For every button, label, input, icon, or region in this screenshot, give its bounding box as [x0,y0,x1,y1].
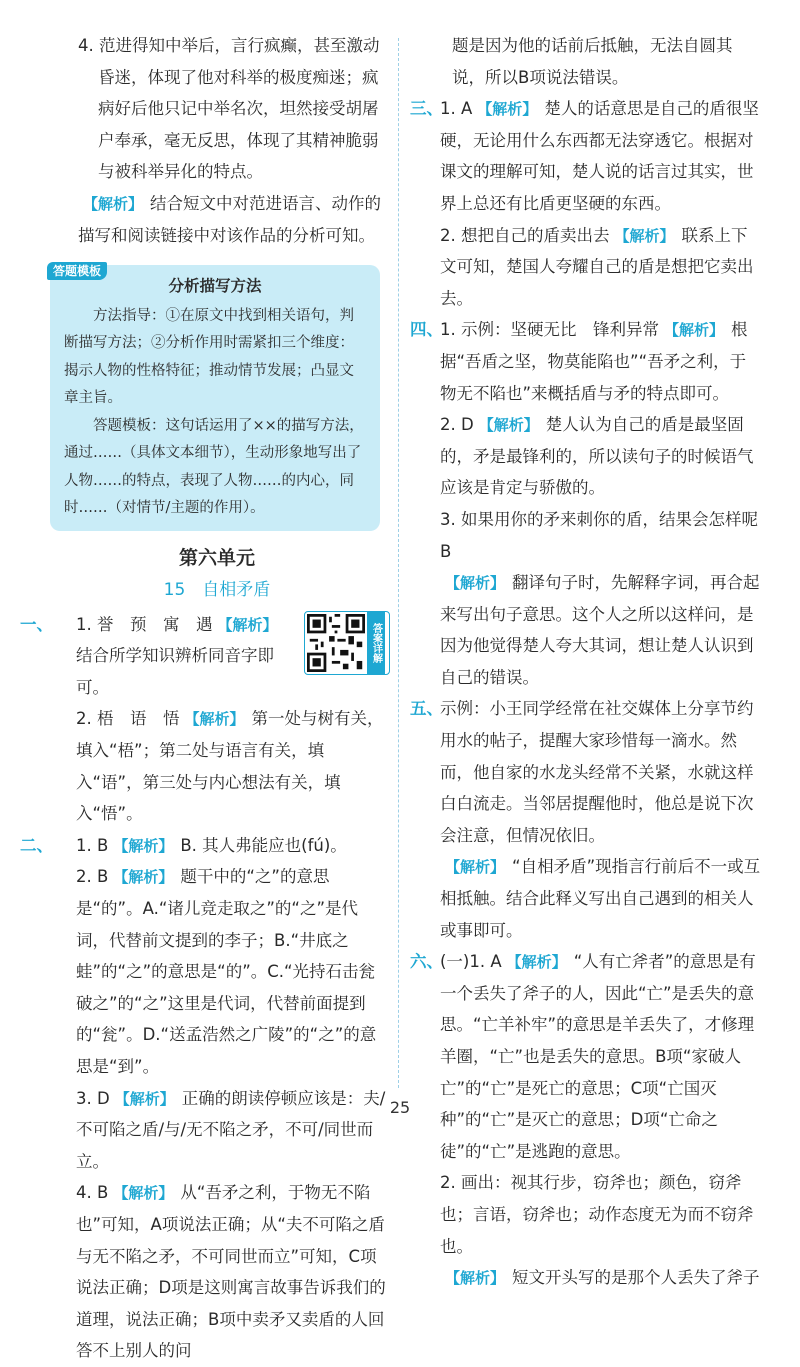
qr-code-icon [307,614,365,672]
page-number: 25 [389,1098,411,1117]
section-4-q2: 2. D【 解析 】 楚人认为自己的盾是最坚固的，矛是最锋利的，所以读句子的时候语气应该是肯定与骄傲的。 [412,409,762,504]
section-5: 五、 示例：小王同学经常在社交媒体上分享节约用水的帖子，提醒大家珍惜每一滴水。然而，他自家的水龙头经常不关紧，水就这样白白流走。当邻居提醒他时，他总是说下次会注意，但情况依旧。 [412,693,762,851]
analysis-tag: 【 解析 】 [661,320,727,340]
column-divider [398,38,399,1088]
section-2-q2: 2. B【 解析 】 题干中的“之”的意思是“的”。A.“诸儿竞走取之”的“之”是代词，代替前文提到的李子；B.“井底之蛙”的“之”的意思是“的”。C.“光持石击瓮破之”的“之”这里是代词，代替前面提到的“瓮”。D.“送孟浩然之广陵”的“之”的意思是“到”。 [46,861,388,1082]
template-title: 分析描写方法 [168,277,262,296]
section-number: 四、 [410,320,443,340]
continued-text: 题是因为他的话前后抵触，无法自圆其说，所以B项说法错误。 [452,36,733,87]
left-column [20,30,388,1367]
section-6-q1: 六、 (一)1. A【 解析 】 “人有亡斧者”的意思是有一个丢失了斧子的人，因此“亡”是丢失的意思。“亡羊补牢”的意思是羊丢失了，才修理羊圈，“亡”也是丢失的意思。B项“家破人亡”的“亡”是死亡的意思；C项“亡国灭种”的“亡”是灭亡的意思；D项“亡命之徒”的“亡”是逃跑的意思。 [412,946,762,1167]
analysis-tag: 【 解析 】 [110,867,176,887]
analysis-tag: 【 解析 】 [612,226,678,246]
section-number: 一、 [20,614,53,634]
analysis-tag: 【 解析 】 [504,952,570,972]
section-6-q2-analysis: 【 解析 】 短文开头写的是那个人丢失了斧子 [412,1262,762,1294]
analysis-tag: 【 解析 】 [474,99,540,119]
item-4-analysis: 【 解析 】 结合短文中对范进语言、动作的描写和阅读链接中对该作品的分析可知。 [46,188,388,251]
template-method: 方法指导：①在原文中找到相关语句，判断描写方法；②分析作用时需紧扣三个维度：揭示人物的性格特征；推动情节发展；凸显文章主旨。 [64,307,354,407]
analysis-tag: 【 解析 】 [215,615,281,635]
analysis-tag: 【 解析 】 [442,857,508,877]
analysis-tag: 【 解析 】 [112,1089,178,1109]
section-4-q3: 3. 如果用你的矛来刺你的盾，结果会怎样呢 B 【 解析 】 翻译句子时，先解释字词，再合起来写出句子意思。这个人之所以这样问，是因为他觉得楚人夸大其词，想让楚人认识到自己的错误。 [412,504,762,694]
analysis-tag: 【 解析 】 [476,415,542,435]
lesson-title: 15 自相矛盾 [163,579,271,600]
section-2-q1: 二、 1. B【 解析 】 B. 其人弗能应也(fú)。 [46,830,388,862]
analysis-tag: 【 解析 】 [182,709,248,729]
section-number: 三、 [410,99,443,119]
section-6-q2: 2. 画出：视其行步，窃斧也；颜色，窃斧也；言语，窃斧也；动作态度无为而不窃斧也。 [440,1173,754,1256]
section-3-q2: 2. 想把自己的盾卖出去【 解析 】 联系上下文可知，楚国人夸耀自己的盾是想把它卖出去。 [412,220,762,315]
section-1-q2: 2. 梧 语 悟【 解析 】 第一处与树有关，填入“梧”；第二处与语言有关，填入“语”，第三处与内心想法有关，填入“悟”。 [46,703,388,829]
section-4-q1: 四、 1. 示例：坚硬无比 锋利异常【 解析 】 根据“吾盾之坚，物莫能陷也”“吾矛之利，于物无不陷也”来概括盾与矛的特点即可。 [412,314,762,409]
section-number: 六、 [410,952,443,972]
analysis-tag: 【 解析 】 [442,1268,508,1288]
item-4-answer: 4. 范进得知中举后，言行疯癫，甚至激动昏迷，体现了他对科举的极度痴迷；疯病好后他只记中举名次，坦然接受胡屠户奉承，毫无反思，体现了其精神脆弱与被科举异化的特点。 [78,36,380,182]
section-number: 二、 [20,835,53,855]
analysis-tag: 【 解析 】 [80,194,146,214]
answer-template-box [50,265,380,531]
section-number: 五、 [410,699,443,719]
analysis-tag: 【 解析 】 [110,836,176,856]
section-2-q4: 4. B【 解析 】 从“吾矛之利，于物无不陷也”可知，A项说法正确；从“夫不可陷之盾与无不陷之矛，不可同世而立”可知，C项说法正确；D项是这则寓言故事告诉我们的道理，说法正确；B项中卖矛又卖盾的人回答不上别人的问 [46,1177,388,1367]
template-answer: 答题模板：这句话运用了××的描写方法，通过……（具体文本细节），生动形象地写出了人物……的特点，表现了人物……的内心，同时……（对情节/主题的作用）。 [64,417,364,517]
template-badge: 答题模板 [47,262,107,280]
qr-code-panel[interactable] [304,611,390,675]
section-1-q1: 一、 1. 誉 预 寓 遇【 解析 】结合所学知识辨析同音字即可。 答案详解 [46,609,388,704]
analysis-tag: 【 解析 】 [110,1183,176,1203]
section-3-q1: 三、 1. A【 解析 】 楚人的话意思是自己的盾很坚硬，无论用什么东西都无法穿透它。根据对课文的理解可知，楚人说的话言过其实，世界上总还有比盾更坚硬的东西。 [412,93,762,219]
section-2-q3: 3. D【 解析 】 正确的朗读停顿应该是：夫/不可陷之盾/与/无不陷之矛，不可/同世而立。 [46,1083,388,1178]
analysis-tag: 【 解析 】 [442,573,508,593]
section-5-analysis: 【 解析 】 “自相矛盾”现指言行前后不一或互相抵触。结合此释义写出自己遇到的相关人或事即可。 [412,851,762,946]
unit-title: 第六单元 [178,546,255,569]
qr-label: 答案详解 [367,612,385,674]
